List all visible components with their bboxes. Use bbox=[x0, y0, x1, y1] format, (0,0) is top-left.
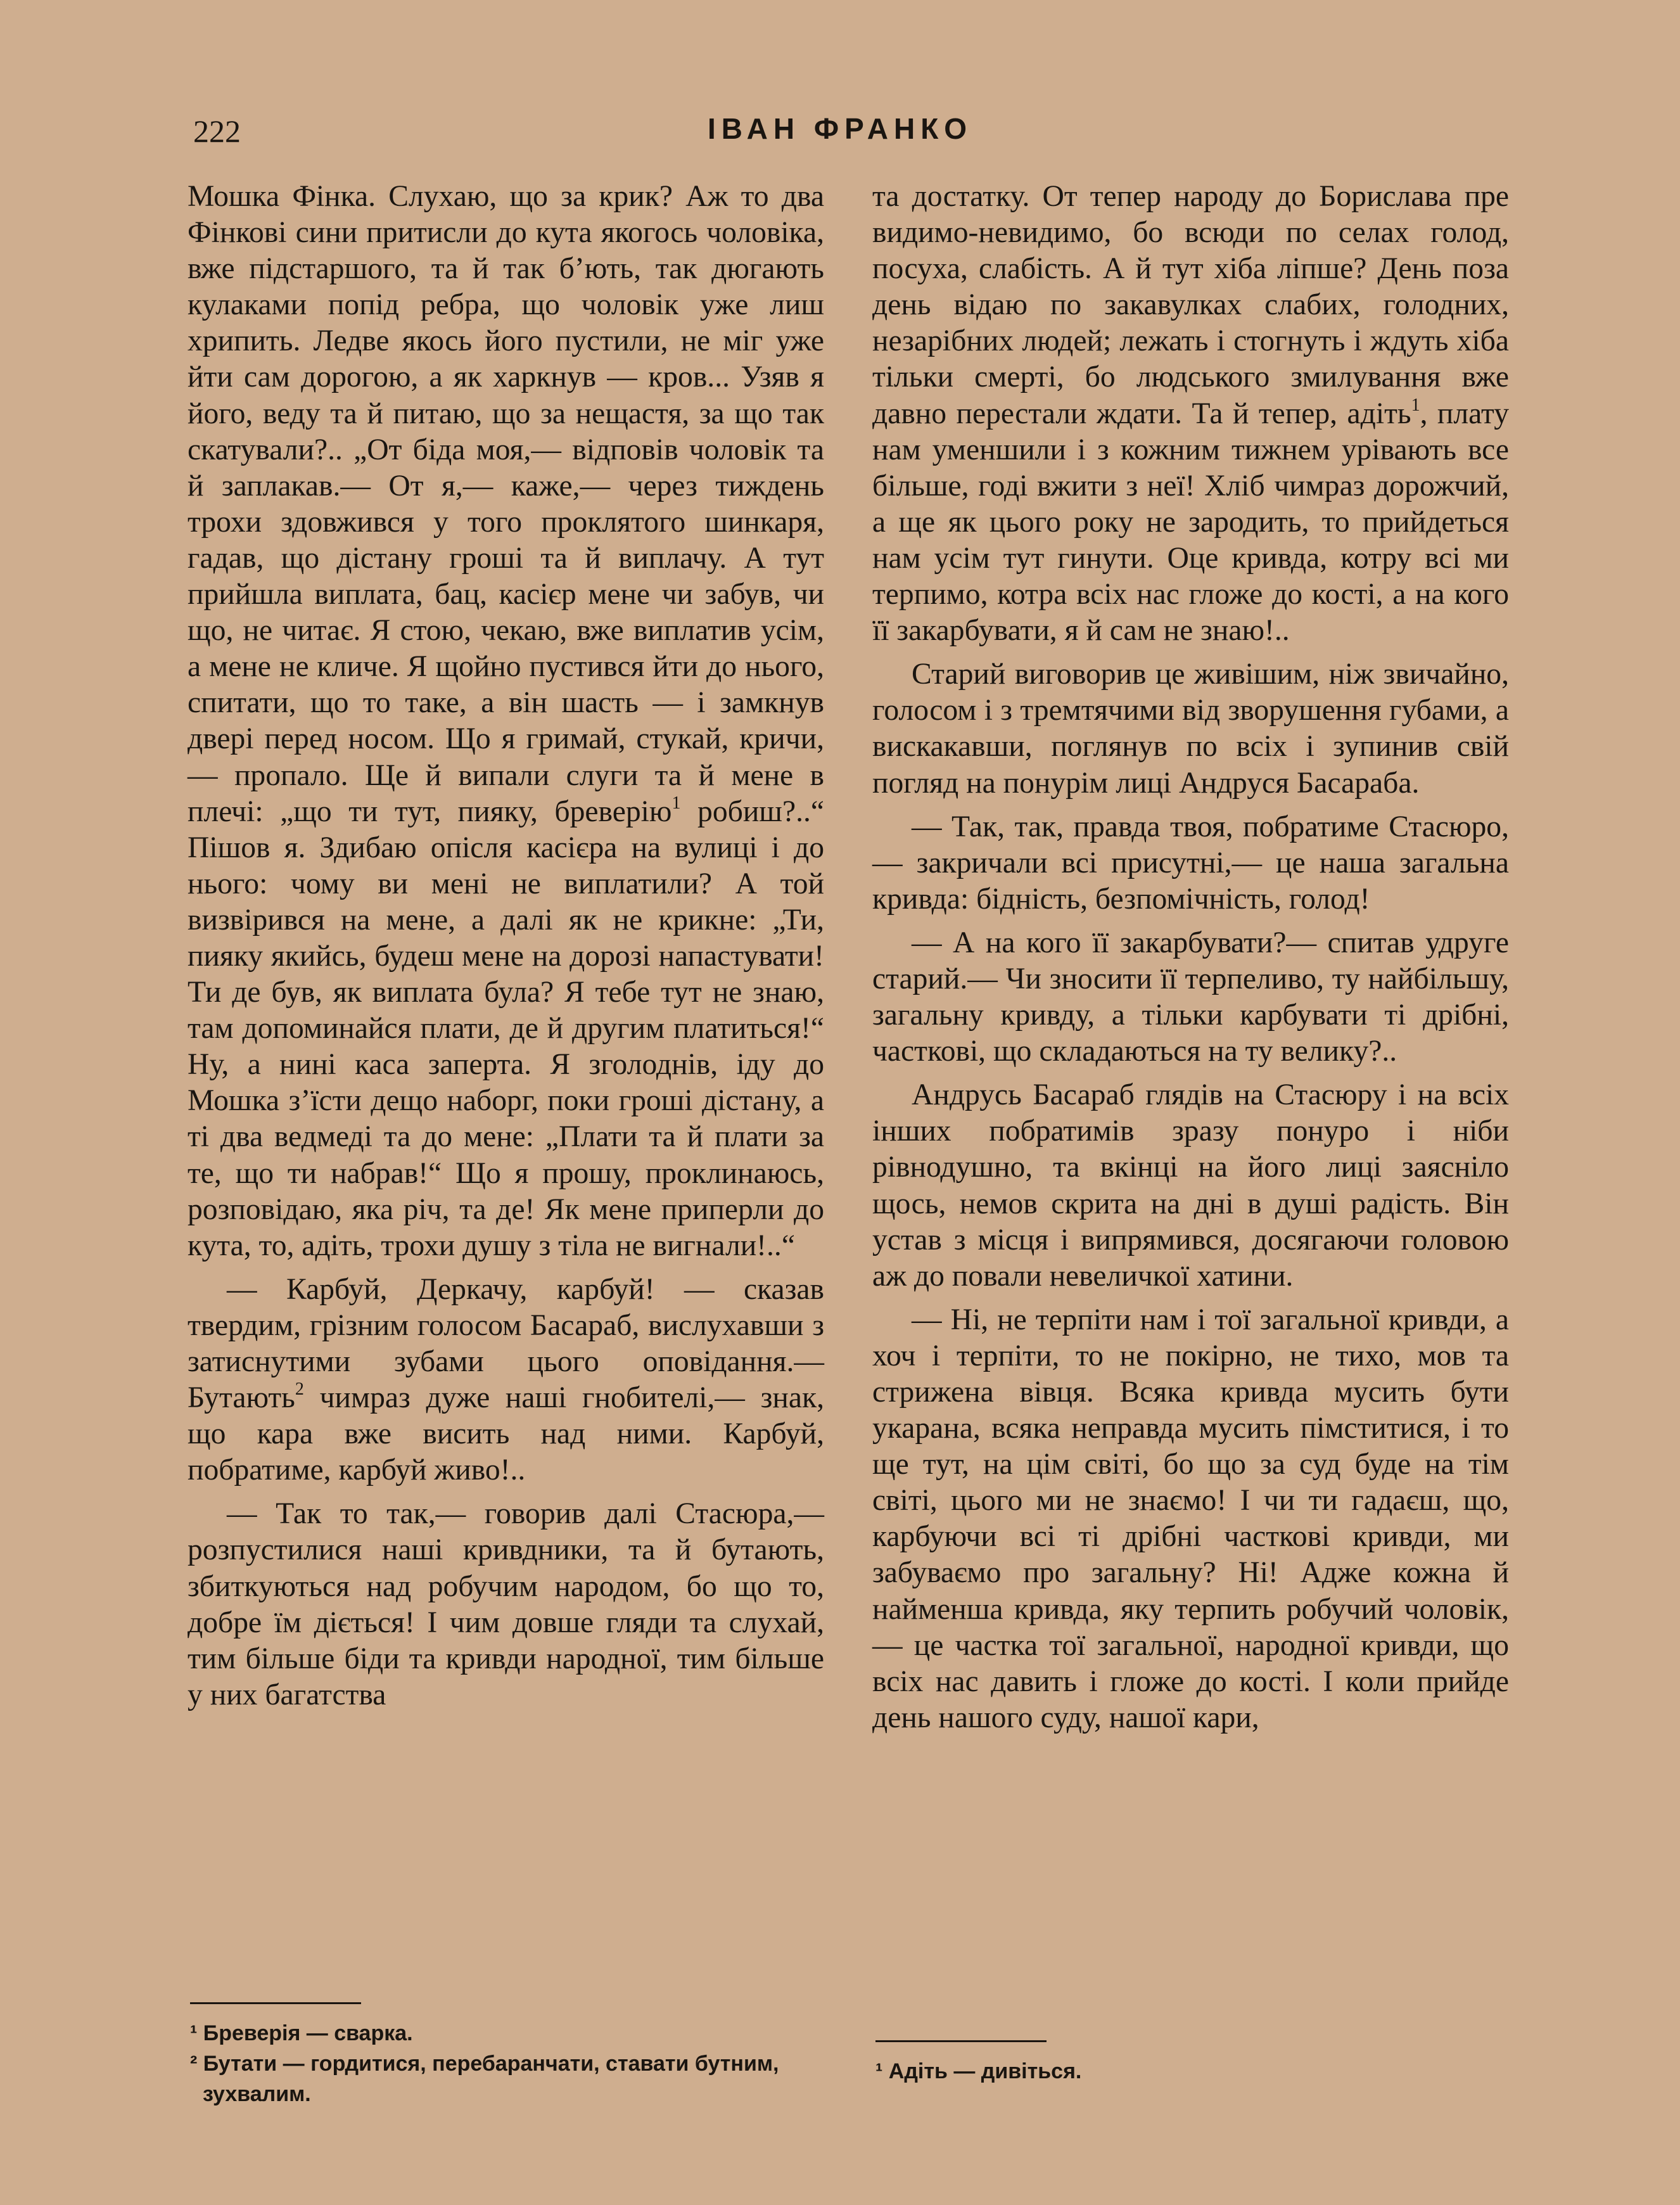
paragraph-text: Мошка Фінка. Слухаю, що за крик? Аж то два Фінкові сини притисли до кута якогось чоловіка, вже підстаршого, та й так б’ють, так дюгають кулаками попід ребра, що чоловік уже лиш хрипить. Ледве якось його пустили, не міг уже йти сам дорогою, а як харкнув — кров... Узяв я його, веду та й питаю, що за нещастя, за що так скатували?.. „От біда моя,— відповів чоловік та й заплакав.— От я,— каже,— через тиждень трохи здовжився у того проклятого шинкаря, гадав, що дістану гроші та й виплачу. А тут прийшла виплата, бац, касієр мене чи забув, чи що, не читає. Я стою, чекаю, вже виплатив усім, а мене не кличе. Я щойно пустився йти до нього, спитати, що то таке, а він шасть — і замкнув двері перед носом. Що я гримай, стукай, кричи,— пропало. Ще й випали слуги та й мене в плечі: „що ти тут, пияку, бреверію bbox=[188, 180, 824, 828]
footnote: ² Бутати — гордитися, перебаранчати, ставати бутним, зухвалим. bbox=[190, 2052, 779, 2106]
footnote-rule bbox=[875, 2040, 1047, 2042]
footnote: ¹ Адіть — дивіться. bbox=[875, 2059, 1082, 2083]
paragraph: та достатку. От тепер народу до Борислава пре видимо-невидимо, бо всюди по селах голод, посуха, слабість. А й тут хіба ліпше? День поза день відаю по закавулках слабих, голодних, незарібних людей; лежать і стогнуть і ждуть хіба тільки смерті, бо людського змилування вже давно перестали ждати. Та й тепер, адіть$^1$, плату нам уменшили і з кожним тижнем урівають все більше, годі вжити з неї! Хліб чимраз дорожчий, а ще як цього року не зародить, то прийдеться нам усім тут гинути. Оце кривда, котру всі ми терпимо, котра всіх нас гложе до кості, а на кого її закарбувати, я й сам не знаю!.. bbox=[872, 180, 1510, 648]
paragraph-text: плату нам уменшили і з кожним тижнем урівають все більше, годі вжити з неї! Хліб чимраз дорожчий, а ще як цього року не зародить, то прийдеться нам усім тут гинути. Оце кривда, котру всі ми терпимо, котра всіх нас гложе до кості, а на кого її закарбувати, я й сам не знаю!.. bbox=[872, 397, 1510, 648]
right-text-column bbox=[872, 179, 1509, 1736]
footnote-ref: 1 bbox=[671, 793, 681, 813]
paragraph bbox=[188, 1272, 824, 1489]
footnote: ¹ Бреверія — сварка. bbox=[190, 2021, 413, 2045]
left-footnotes bbox=[190, 2002, 824, 2109]
paragraph: — Так, так, правда твоя, побратиме Стасюро,— закричали всі присутні,— це наша загальна кривда: бідність, безпомічність, голод! bbox=[872, 810, 1509, 916]
footnote-ref: 1 bbox=[1411, 395, 1420, 415]
footnote-ref: 2 bbox=[295, 1379, 304, 1400]
left-text-column bbox=[188, 179, 824, 1713]
paragraph-text: та достатку. От тепер народу до Борислава пре видимо-невидимо, бо всюди по селах голод, посуха, слабість. А й тут хіба ліпше? День поза день відаю по закавулках слабих, голодних, незарібних людей; лежать і стогнуть і ждуть хіба тільки смерті, бо людського змилування вже давно перестали ждати. Та й тепер, адіть bbox=[872, 180, 1509, 430]
paragraph: Старий виговорив це живішим, ніж звичайно, голосом і з тремтячими від зворушення губами, а вискакавши, поглянув по всіх і зупинив свій погляд на понурім лиці Андруся Басараба. bbox=[872, 658, 1509, 800]
footnote-rule bbox=[190, 2002, 361, 2004]
paragraph-text: — Карбуй, Деркачу, карбуй! — сказав твердим, грізним голосом Басараб, вислухавши з затиснутими зубами цього оповідання.— Бутають bbox=[188, 1272, 824, 1415]
paragraph-text: чимраз дуже наші гнобителі,— знак, що кара вже висить над ними. Карбуй, побратиме, карбуй живо!.. bbox=[188, 1381, 824, 1487]
right-footnotes bbox=[875, 2040, 1509, 2087]
paragraph: — Ні, не терпіти нам і тої загальної кривди, а хоч і терпіти, то не покірно, не тихо, мов та стрижена вівця. Всяка кривда мусить бути укарана, всяка неправда мусить пімститися, і то ще тут, на цім світі, бо що за суд буде на тім світі, цього ми не знаємо! І чи ти гадаєш, що, карбуючи всі ті дрібні часткові кривди, ми забуваємо про загальну? Ні! Адже кожна й найменша кривда, яку терпить робучий чоловік,— це частка тої загальної, народної кривди, що всіх нас давить і гложе до кості. І коли прийде день нашого суду, нашої кари, bbox=[872, 1303, 1509, 1734]
running-head: ІВАН ФРАНКО bbox=[707, 112, 973, 145]
paragraph: — Так то так,— говорив далі Стасюра,— розпустилися наші кривдники, та й бутають, збиткуються над робучим народом, бо що то, добре їм діється! І чим довше гляди та слухай, тим більше біди та кривди народної, тим більше у них багатства bbox=[188, 1497, 824, 1711]
page-number: 222 bbox=[193, 113, 241, 149]
paragraph: Андрусь Басараб глядів на Стасюру і на всіх інших побратимів зразу понуро і ніби рівнодушно, та вкінці на його лиці заясніло щось, немов скрита на дні в душі радість. Він устав з місця і випрямився, досягаючи головою аж до повали невеличкої хатини. bbox=[872, 1078, 1509, 1293]
paragraph-text: робиш?..“ Пішов я. Здибаю опісля касієра на вулиці і до нього: чому ви мені не виплатили? А той визвірився на мене, а далі як не крикне: „Ти, пияку якийсь, будеш мене на дорозі напастувати! Ти де був, як виплата була? Я тебе тут не знаю, там допоминайся плати, де й другим платиться!“ Ну, а нині каса заперта. Я зголоднів, іду до Мошка з’їсти дещо наборг, поки гроші дістану, а ті два ведмеді та до мене: „Плати та й плати за те, що ти набрав!“ Що я прошу, проклинаюсь, розповідаю, яка річ, та де! Як мене приперли до кута, то, адіть, трохи душу з тіла не вигнали!..“ bbox=[188, 795, 825, 1262]
paragraph bbox=[188, 179, 824, 1264]
paragraph: — А на кого її закарбувати?— спитав удруге старий.— Чи зносити її терпеливо, ту найбільшу, загальну кривду, а тільки карбувати ті дрібні, часткові, що складаються на ту велику?.. bbox=[872, 926, 1509, 1068]
